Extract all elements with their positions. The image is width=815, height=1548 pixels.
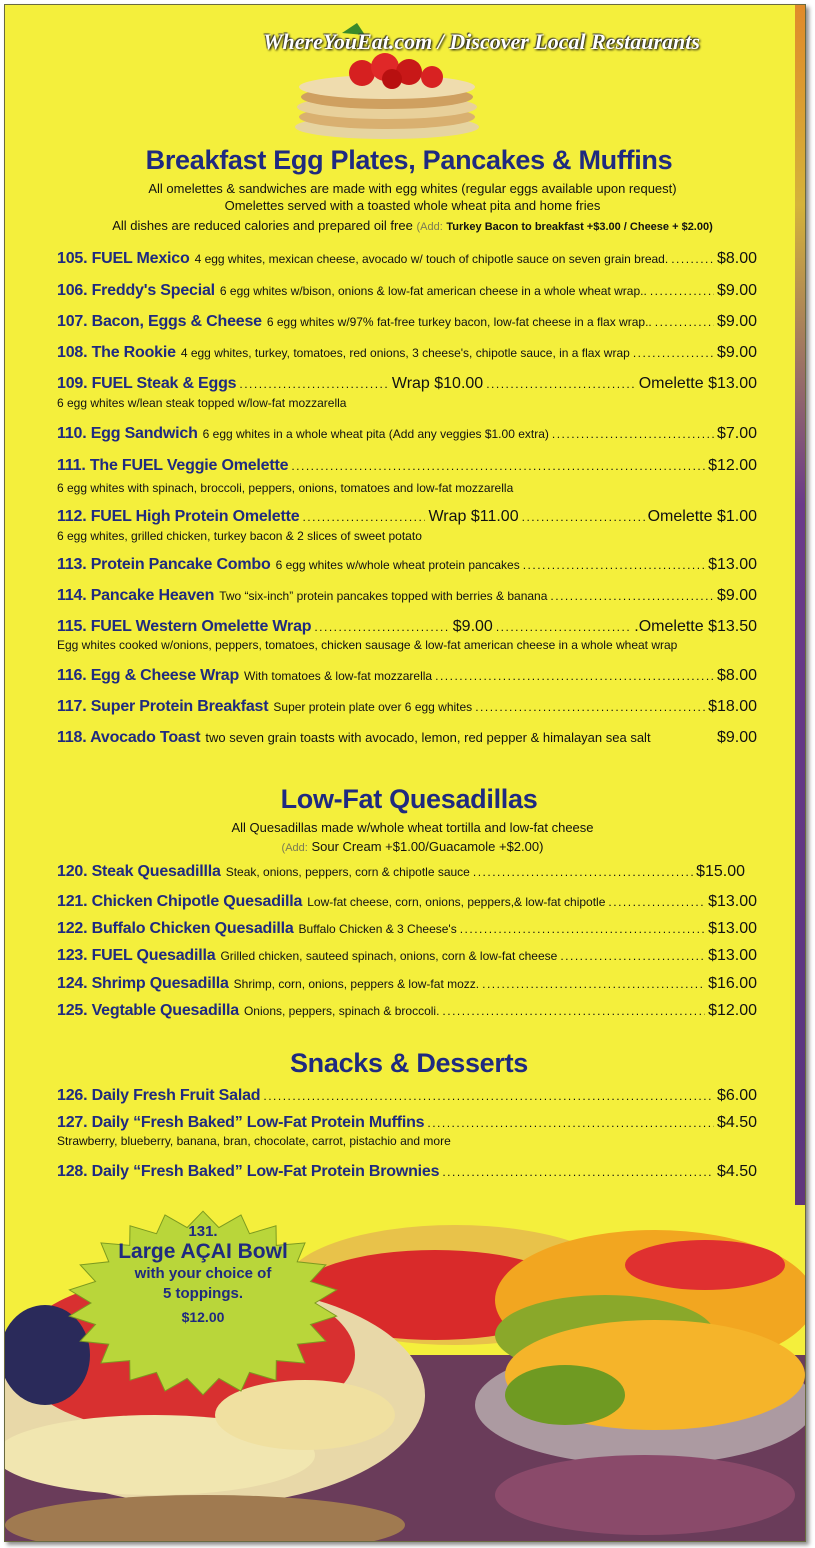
item-price: $15.00 <box>696 863 745 880</box>
item-price: $4.50 <box>716 1163 757 1180</box>
menu-item <box>57 344 757 366</box>
item-name: 113. Protein Pancake Combo <box>57 556 271 573</box>
item-name: 105. FUEL Mexico <box>57 250 190 267</box>
menu-item <box>57 975 757 997</box>
item-desc: Shrimp, corn, onions, peppers & low-fat mozz. <box>233 977 480 991</box>
menu-item <box>57 947 757 969</box>
item-name: 124. Shrimp Quesadilla <box>57 975 229 992</box>
acai-line-2: 5 toppings. <box>163 1285 243 1302</box>
item-desc: 6 egg whites w/bison, onions & low-fat american cheese in a whole wheat wrap.. <box>219 284 647 298</box>
item-omelette-price: Omelette $1.00 <box>647 508 758 525</box>
item-note: 6 egg whites, grilled chicken, turkey bacon & 2 slices of sweet potato <box>57 529 422 543</box>
item-name: 106. Freddy's Special <box>57 282 215 299</box>
item-name: 115. FUEL Western Omelette Wrap <box>57 618 312 635</box>
dot-leader <box>302 510 425 524</box>
item-price: $8.00 <box>716 250 757 267</box>
item-desc: two seven grain toasts with avocado, lemon, red pepper & himalayan sea salt <box>205 730 651 745</box>
dot-leader <box>435 669 714 683</box>
menu-item <box>57 313 757 335</box>
quesadillas-add <box>5 839 806 854</box>
dot-leader <box>239 377 389 391</box>
item-name: 111. The FUEL Veggie Omelette <box>57 457 289 474</box>
item-desc: Low-fat cheese, corn, onions, peppers,& low-fat chipotle <box>307 895 606 909</box>
menu-item <box>57 282 757 304</box>
menu-item <box>57 920 757 942</box>
item-name: 122. Buffalo Chicken Quesadilla <box>57 920 294 937</box>
item-desc: 4 egg whites, mexican cheese, avocado w/ touch of chipotle sauce on seven grain bread. <box>194 252 669 266</box>
quesadillas-intro: All Quesadillas made w/whole wheat tortilla and low-fat cheese <box>231 820 594 835</box>
item-omelette-price: .Omelette $13.50 <box>634 618 758 635</box>
dot-leader <box>482 977 705 991</box>
dot-leader <box>442 1004 705 1018</box>
menu-item <box>57 893 757 915</box>
add-value: Sour Cream +$1.00/Guacamole +$2.00) <box>311 839 544 854</box>
item-desc: Onions, peppers, spinach & broccoli. <box>243 1004 440 1018</box>
item-price: $9.00 <box>716 587 757 604</box>
menu-item <box>57 1114 757 1136</box>
dot-leader <box>460 922 705 936</box>
item-price: $16.00 <box>708 975 757 992</box>
item-name: 128. Daily “Fresh Baked” Low-Fat Protein Brownies <box>57 1163 440 1180</box>
item-desc: Two “six-inch” protein pancakes topped with berries & banana <box>219 589 548 603</box>
item-desc: Steak, onions, peppers, corn & chipotle sauce <box>225 865 470 879</box>
breakfast-heading: Breakfast Egg Plates, Pancakes & Muffins <box>145 145 673 175</box>
acai-special <box>63 1223 343 1325</box>
item-desc: With tomatoes & low-fat mozzarella <box>244 669 433 683</box>
item-name: 126. Daily Fresh Fruit Salad <box>57 1087 261 1104</box>
dot-leader <box>473 865 693 879</box>
menu-item <box>57 729 757 751</box>
item-name: 120. Steak Quesadillla <box>57 863 221 880</box>
dot-leader <box>486 377 636 391</box>
menu-item <box>57 618 757 640</box>
item-name: 123. FUEL Quesadilla <box>57 947 216 964</box>
item-note: Strawberry, blueberry, banana, bran, chocolate, carrot, pistachio and more <box>57 1134 451 1148</box>
add-label: (Add: <box>281 842 308 854</box>
item-price: $9.00 <box>716 282 757 299</box>
dot-leader <box>314 620 449 634</box>
dot-leader <box>560 949 705 963</box>
acai-price: $12.00 <box>181 1309 225 1325</box>
item-name: 114. Pancake Heaven <box>57 587 215 604</box>
item-wrap-price: Wrap $11.00 <box>428 508 519 525</box>
add-value: Turkey Bacon to breakfast +$3.00 / Cheese + $2.00) <box>446 221 713 233</box>
item-price: $6.00 <box>716 1087 757 1104</box>
dot-leader <box>442 1165 714 1179</box>
dot-leader <box>496 620 631 634</box>
dot-leader <box>552 427 714 441</box>
item-desc: 6 egg whites in a whole wheat pita (Add any veggies $1.00 extra) <box>202 427 549 441</box>
acai-number: 131. <box>188 1223 218 1240</box>
dot-leader <box>550 589 714 603</box>
item-name: 116. Egg & Cheese Wrap <box>57 667 240 684</box>
menu-item <box>57 508 757 530</box>
menu-item <box>57 457 757 479</box>
quesadillas-heading: Low-Fat Quesadillas <box>280 784 538 814</box>
item-name: 117. Super Protein Breakfast <box>57 698 269 715</box>
menu-item <box>57 1002 757 1024</box>
item-note: 6 egg whites with spinach, broccoli, peppers, onions, tomatoes and low-fat mozzarella <box>57 481 514 495</box>
item-desc: Super protein plate over 6 egg whites <box>273 700 473 714</box>
item-price: $18.00 <box>708 698 757 715</box>
menu-item <box>57 425 757 447</box>
dot-leader <box>650 284 714 298</box>
item-omelette-price: Omelette $13.00 <box>638 375 757 392</box>
item-desc: 6 egg whites w/whole wheat protein pancakes <box>275 558 520 572</box>
item-price: $12.00 <box>708 457 757 474</box>
item-note: 6 egg whites w/lean steak topped w/low-fat mozzarella <box>57 396 347 410</box>
dot-leader <box>655 315 714 329</box>
breakfast-intro-3-text: All dishes are reduced calories and prepared oil free <box>112 218 413 233</box>
item-price: $13.00 <box>708 947 757 964</box>
item-name: 107. Bacon, Eggs & Cheese <box>57 313 262 330</box>
item-name: 108. The Rookie <box>57 344 176 361</box>
dot-leader <box>427 1116 714 1130</box>
acai-line-1: with your choice of <box>134 1265 272 1282</box>
breakfast-intro-1: All omelettes & sandwiches are made with egg whites (regular eggs available upon request) <box>148 181 677 196</box>
item-name: 112. FUEL High Protein Omelette <box>57 508 300 525</box>
item-desc: Buffalo Chicken & 3 Cheese's <box>298 922 457 936</box>
item-name: 110. Egg Sandwich <box>57 425 198 442</box>
dot-leader <box>263 1089 714 1103</box>
dot-leader <box>633 346 714 360</box>
menu-item <box>57 375 757 397</box>
acai-title: Large AÇAI Bowl <box>118 1240 288 1263</box>
item-name: 127. Daily “Fresh Baked” Low-Fat Protein Muffins <box>57 1114 425 1131</box>
item-wrap-price: Wrap $10.00 <box>391 375 484 392</box>
item-price: $9.00 <box>716 313 757 330</box>
dot-leader <box>523 558 705 572</box>
item-name: 109. FUEL Steak & Eggs <box>57 375 237 392</box>
item-note: Egg whites cooked w/onions, peppers, tomatoes, chicken sausage & low-fat american cheese in a whole wheat wrap <box>57 638 678 652</box>
dot-leader <box>522 510 645 524</box>
item-desc: 6 egg whites w/97% fat-free turkey bacon, low-fat cheese in a flax wrap.. <box>266 315 652 329</box>
breakfast-intro-3 <box>5 218 806 233</box>
dot-leader <box>608 895 705 909</box>
menu-item <box>57 587 757 609</box>
menu-item <box>57 250 757 272</box>
menu-item <box>57 863 745 885</box>
dot-leader <box>475 700 705 714</box>
site-watermark: WhereYouEat.com / Discover Local Restaurants <box>263 29 700 54</box>
dot-leader <box>291 459 705 473</box>
item-price: $13.00 <box>708 893 757 910</box>
item-price: $4.50 <box>716 1114 757 1131</box>
item-desc: Grilled chicken, sauteed spinach, onions, corn & low-fat cheese <box>220 949 558 963</box>
item-price: $9.00 <box>716 344 757 361</box>
dot-leader <box>671 252 714 266</box>
breakfast-intro-2: Omelettes served with a toasted whole wheat pita and home fries <box>224 198 601 213</box>
item-price: $7.00 <box>716 425 757 442</box>
item-name: 118. Avocado Toast <box>57 729 201 746</box>
add-label: (Add: <box>416 221 443 233</box>
item-price: $9.00 <box>716 729 757 746</box>
menu-item <box>57 1163 757 1185</box>
menu-item <box>57 556 757 578</box>
item-price: $8.00 <box>716 667 757 684</box>
item-name: 125. Vegtable Quesadilla <box>57 1002 239 1019</box>
item-wrap-price: $9.00 <box>452 618 493 635</box>
snacks-heading: Snacks & Desserts <box>289 1048 529 1078</box>
item-desc: 4 egg whites, turkey, tomatoes, red onions, 3 cheese's, chipotle sauce, in a flax wrap <box>180 346 630 360</box>
menu-item <box>57 1087 757 1109</box>
menu-item <box>57 667 757 689</box>
item-price: $13.00 <box>708 920 757 937</box>
menu-page <box>4 4 806 1542</box>
item-name: 121. Chicken Chipotle Quesadilla <box>57 893 303 910</box>
item-price: $12.00 <box>708 1002 757 1019</box>
item-price: $13.00 <box>708 556 757 573</box>
menu-item <box>57 698 757 720</box>
